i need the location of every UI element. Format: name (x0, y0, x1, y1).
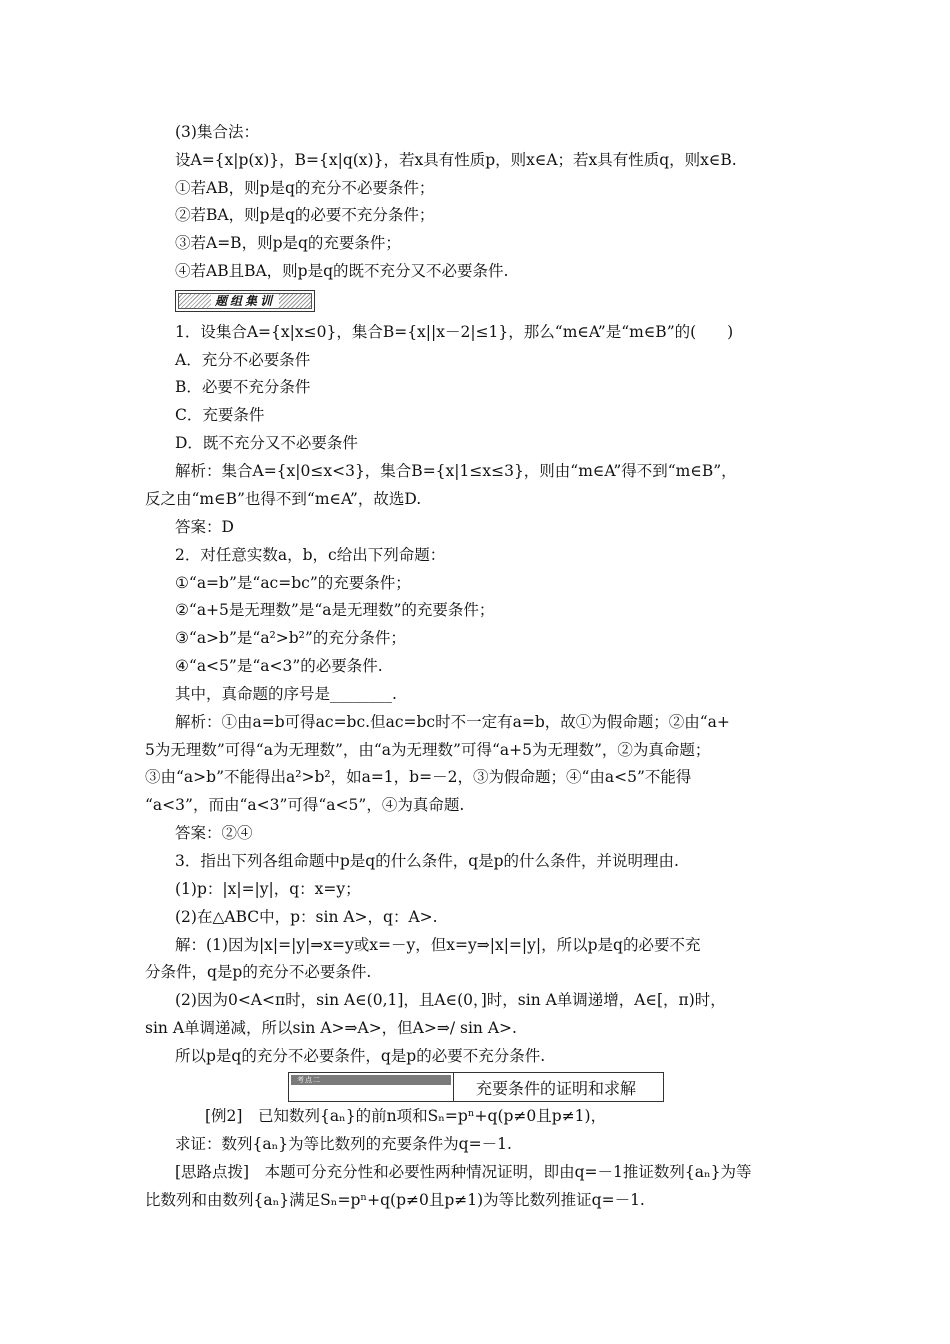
set-method-case-3: ③若A=B，则p是q的充要条件； (175, 234, 401, 252)
question-2-analysis: 解析：①由a=b可得ac=bc.但ac=bc时不一定有a=b，故①为假命题；②由“a+ (175, 713, 730, 731)
question-1-option-d: D．既不充分又不必要条件 (175, 434, 358, 452)
section-tag-label: 考点二 (291, 1075, 451, 1085)
question-2-analysis-cont-3: “a<3”，而由“a<3”可得“a<5”，④为真命题. (145, 796, 465, 814)
question-2-analysis-cont-2: ③由“a>b”不能得出a²>b²，如a=1，b=－2，③为假命题；④“由a<5”不能得 (145, 768, 692, 786)
example-2: [例2] 已知数列{aₙ}的前n项和Sₙ=pⁿ+q(p≠0且p≠1)， (205, 1107, 607, 1125)
question-1-option-a: A．充分不必要条件 (175, 351, 311, 369)
question-3-part-1: (1)p：|x|=|y|，q：x=y； (175, 880, 361, 898)
question-2-item-3: ③“a>b”是“a²>b²”的充分条件； (175, 629, 406, 647)
question-2-blank: 其中，真命题的序号是________. (175, 685, 397, 703)
question-1-option-c: C．充要条件 (175, 406, 265, 424)
set-method-definition: 设A={x|p(x)}，B={x|q(x)}，若x具有性质p，则x∈A；若x具有性质q，则x∈B. (175, 151, 737, 169)
question-3-solution: 解：(1)因为|x|=|y|⇒x=y或x=－y，但x=y⇒|x|=|y|，所以p是q的必要不充 (175, 936, 701, 954)
example-2-prove: 求证：数列{aₙ}为等比数列的充要条件为q=－1. (175, 1135, 512, 1153)
question-1-answer: 答案：D (175, 518, 234, 536)
badge-hatch (178, 293, 312, 309)
question-3-conclusion: 所以p是q的充分不必要条件，q是p的必要不充分条件. (175, 1047, 546, 1065)
question-3-solution-cont: 分条件，q是p的充分不必要条件. (145, 963, 372, 981)
section-tag (289, 1073, 454, 1101)
question-3-part-2: (2)在△ABC中，p：sin A>，q：A>. (175, 908, 438, 926)
question-1-option-b: B．必要不充分条件 (175, 378, 311, 396)
question-2-item-2: ②“a+5是无理数”是“a是无理数”的充要条件； (175, 601, 495, 619)
question-1: 1．设集合A={x|x≤0}，集合B={x||x－2|≤1}，那么“m∈A”是“m∈B”的( ) (175, 323, 734, 341)
approach-hint-cont: 比数列和由数列{aₙ}满足Sₙ=pⁿ+q(p≠0且p≠1)为等比数列推证q=－1. (145, 1191, 645, 1209)
question-3: 3．指出下列各组命题中p是q的什么条件，q是p的什么条件，并说明理由. (175, 852, 679, 870)
question-2-item-4: ④“a<5”是“a<3”的必要条件. (175, 657, 383, 675)
set-method-heading: (3)集合法： (175, 123, 259, 141)
approach-hint: [思路点拨] 本题可分充分性和必要性两种情况证明，即由q=－1推证数列{aₙ}为等 (175, 1163, 752, 1181)
question-3-solution-part-2-cont: sin A单调递减，所以sin A>⇒A>，但A>⇒/ sin A>. (145, 1019, 517, 1037)
section-title: 充要条件的证明和求解 (476, 1078, 637, 1098)
question-2-item-1: ①“a=b”是“ac=bc”的充要条件； (175, 574, 411, 592)
badge-label: 题组集训 (211, 294, 279, 308)
set-method-case-4: ④若AB且BA，则p是q的既不充分又不必要条件. (175, 262, 509, 280)
set-method-case-1: ①若AB，则p是q的充分不必要条件； (175, 179, 435, 197)
question-2: 2．对任意实数a，b，c给出下列命题： (175, 546, 446, 564)
question-2-answer: 答案：②④ (175, 824, 253, 842)
question-2-analysis-cont-1: 5为无理数”可得“a为无理数”，由“a为无理数”可得“a+5为无理数”，②为真命题； (145, 741, 711, 759)
question-1-analysis-cont: 反之由“m∈B”也得不到“m∈A”，故选D. (145, 490, 422, 508)
set-method-case-2: ②若BA，则p是q的必要不充分条件； (175, 206, 435, 224)
exercise-group-badge (175, 290, 315, 312)
question-3-solution-part-2: (2)因为0<A<π时，sin A∈(0,1]，且A∈(0，]时，sin A单调递增，A∈[，π)时， (175, 991, 726, 1009)
section-header (288, 1072, 664, 1102)
question-1-analysis: 解析：集合A={x|0≤x<3}，集合B={x|1≤x≤3}，则由“m∈A”得不到“m∈B”， (175, 462, 737, 480)
